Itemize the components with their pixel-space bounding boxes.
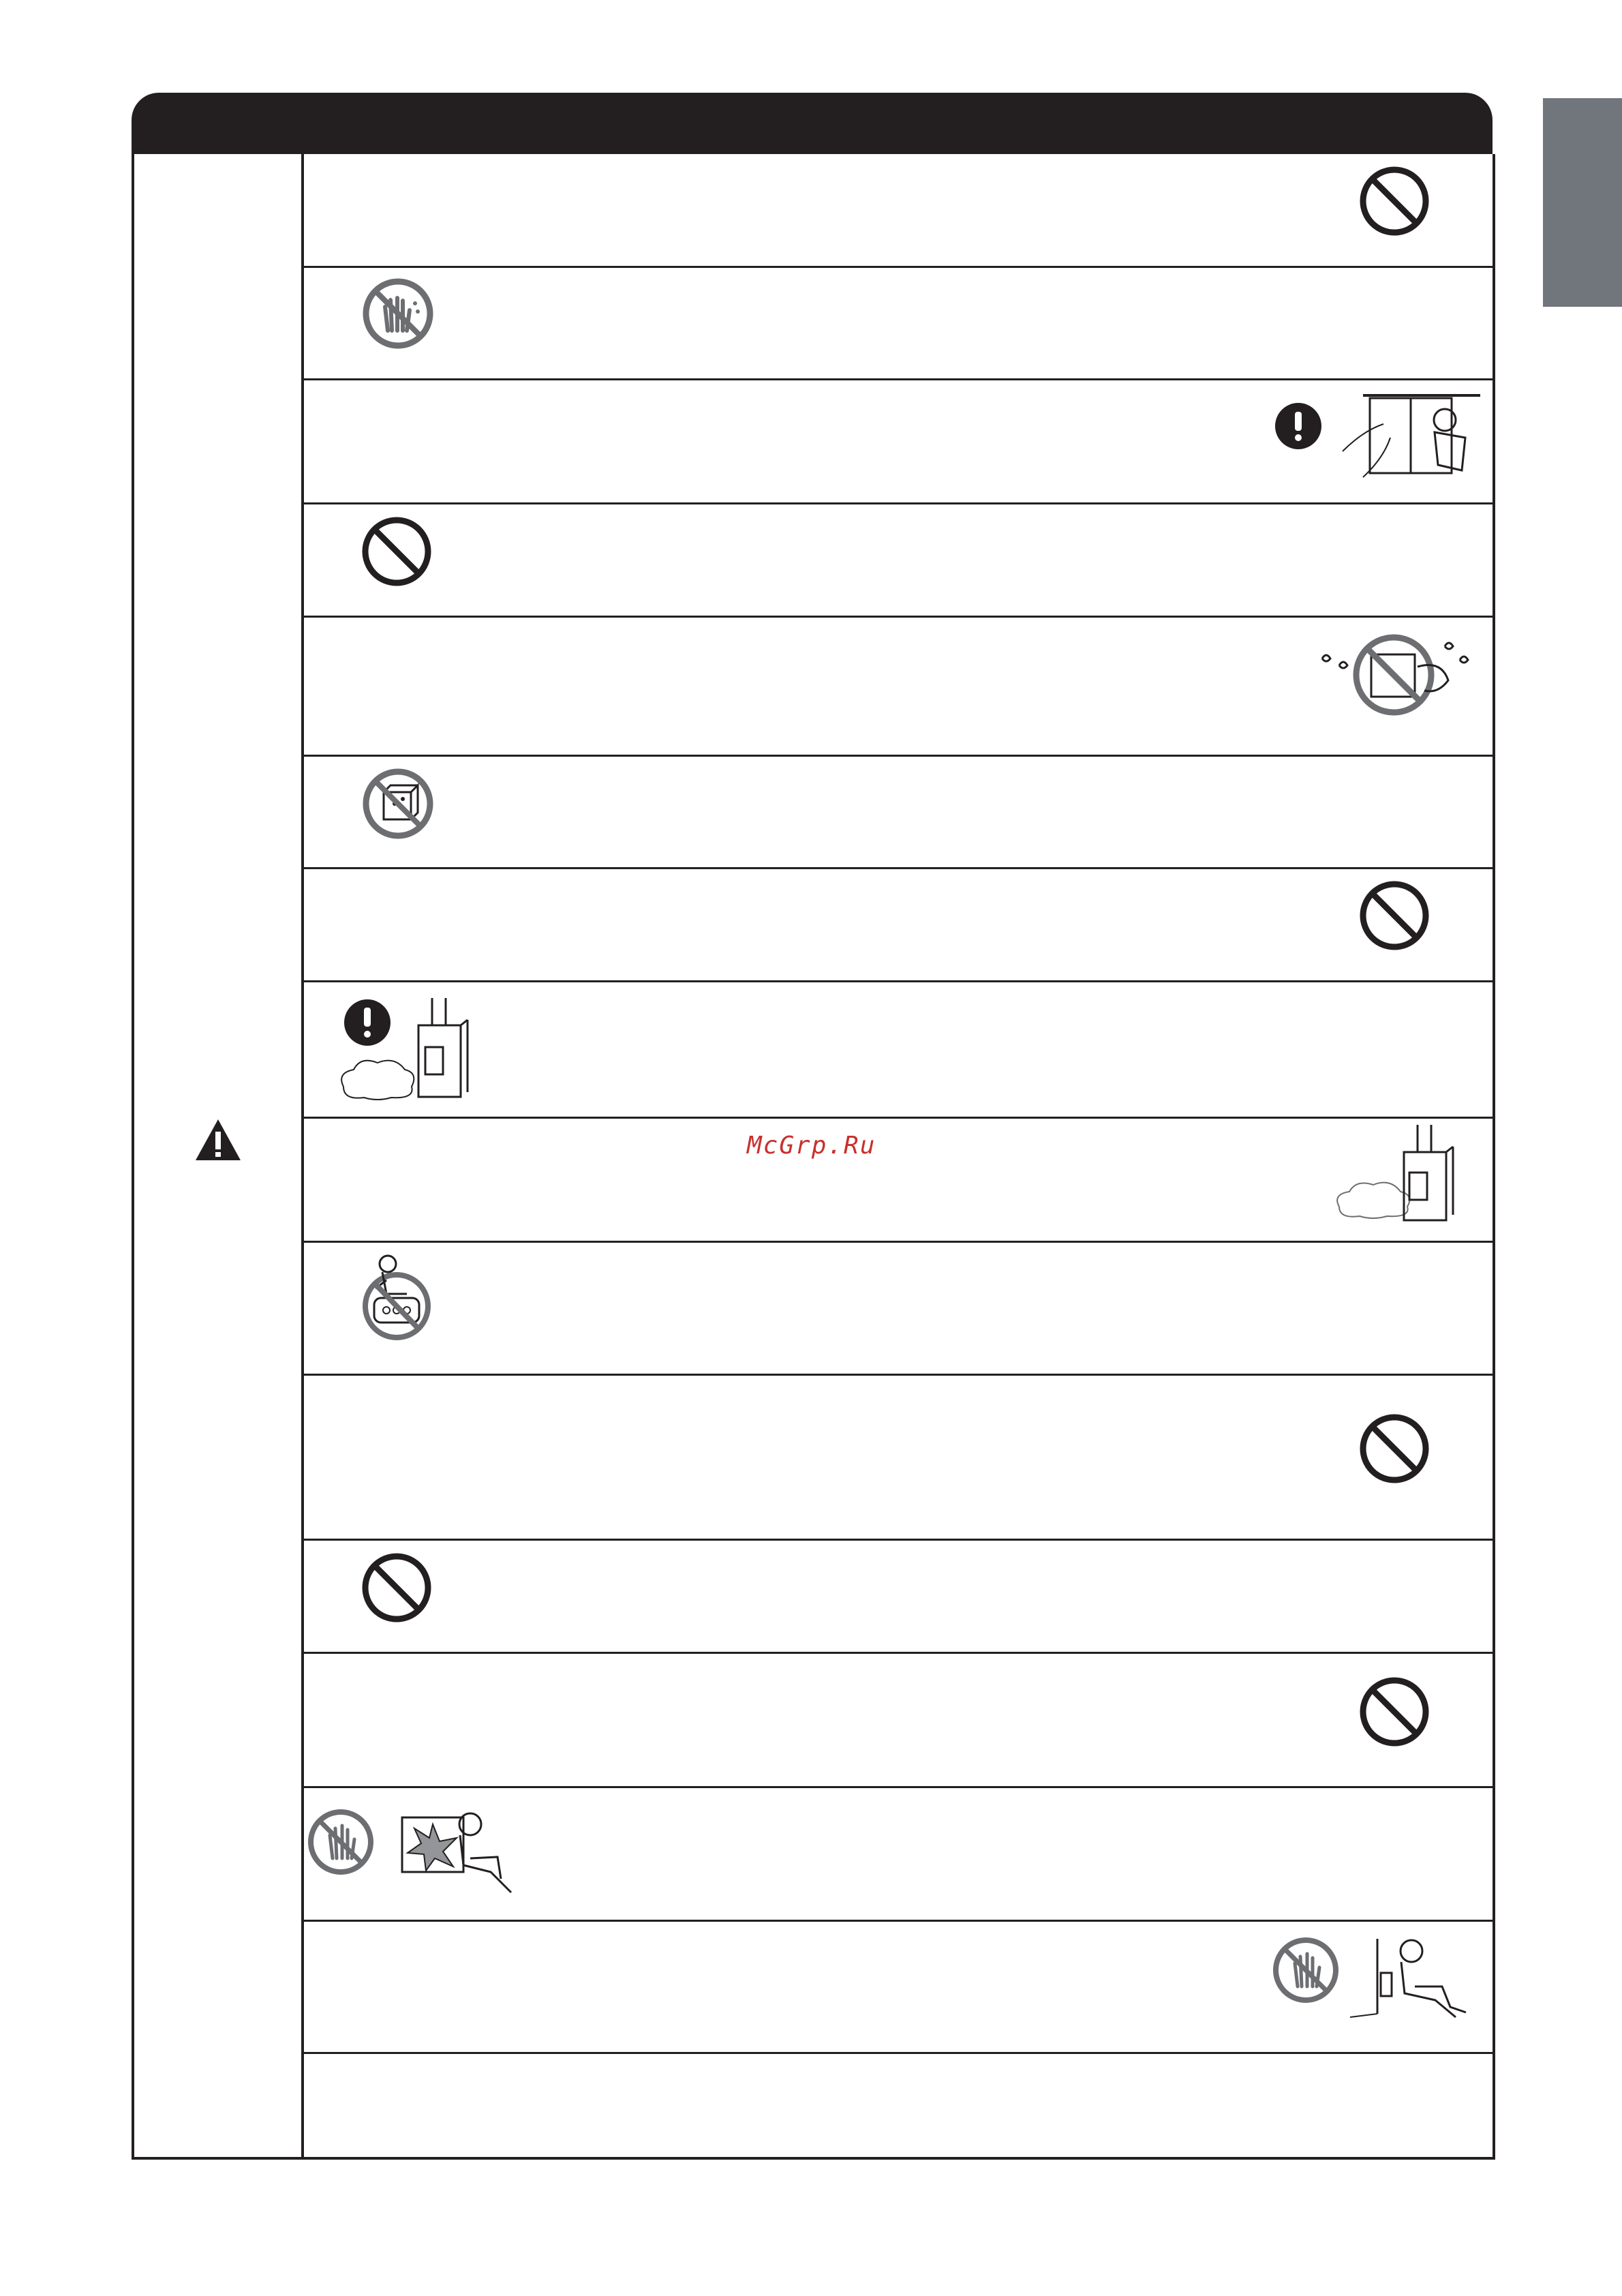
row-divider [304,867,1493,869]
row-divider [304,1652,1493,1654]
row-divider [304,616,1493,618]
row-divider [304,266,1493,268]
prohibition-icon [361,1552,433,1624]
watermark: McGrp.Ru [747,1132,876,1160]
prohibition-icon [1358,165,1430,237]
row-divider [304,2052,1493,2054]
table-header-bar [132,93,1493,154]
no-wet-hands-icon [361,276,435,351]
breaker-switch-icon [1336,1125,1458,1227]
row-divider [304,1117,1493,1119]
row-divider [304,378,1493,380]
no-touch-outlet-icon [1272,1932,1490,2027]
row-divider [304,1374,1493,1376]
no-water-splash-icon [1315,626,1472,728]
column-divider [301,154,304,2157]
row-divider [304,755,1493,757]
window-ventilation-icon [1336,390,1486,483]
section-tab [1543,98,1622,307]
row-divider [304,502,1493,504]
no-climbing-icon [359,1253,441,1344]
row-divider [304,1539,1493,1541]
prohibition-icon [1358,1413,1430,1485]
prohibition-icon [361,515,433,588]
row-divider [304,1786,1493,1788]
prohibition-icon [1358,1676,1430,1748]
no-water-unit-icon [361,766,435,841]
mandatory-icon [1274,402,1322,450]
no-touch-fan-icon [307,1804,518,1896]
breaker-switch-icon [337,998,487,1100]
row-divider [304,980,1493,982]
prohibition-icon [1358,879,1430,952]
warning-triangle-icon [194,1118,242,1162]
row-divider [304,1920,1493,1922]
row-divider [304,1241,1493,1243]
